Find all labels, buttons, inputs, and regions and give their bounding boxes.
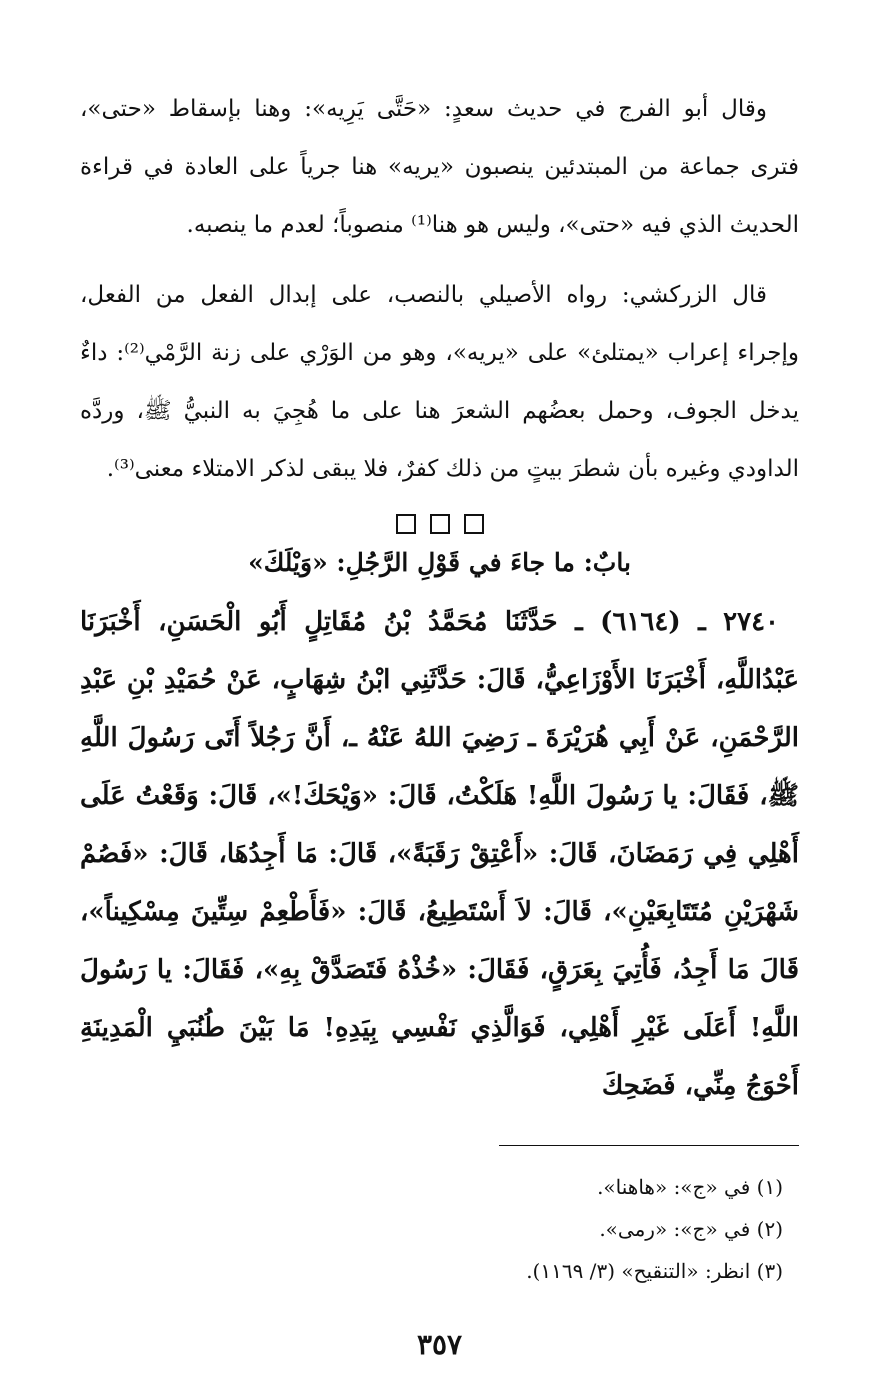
- chapter-title: ما جاءَ في قَوْلِ الرَّجُلِ: «وَيْلَكَ»: [248, 548, 575, 577]
- section-separator: [80, 514, 799, 534]
- chapter-label: بابٌ:: [583, 548, 631, 577]
- square-ornament-icon: [464, 514, 484, 534]
- page-number: ٣٥٧: [416, 1328, 463, 1361]
- square-ornament-icon: [430, 514, 450, 534]
- footnote: (١) في «ج»: «هاهنا».: [597, 1175, 783, 1199]
- commentary-paragraph: وقال أبو الفرج في حديث سعدٍ: «حَتَّى يَرِيه»: وهنا بإسقاط «حتى»، فترى جماعة من المبتدئين ينصبون «يريه» هنا جرياً على العادة في قراءة الحديث الذي فيه «حتى»، وليس هو هنا⁽¹⁾ منصوباً؛ لعدم ما ينصبه.: [80, 96, 799, 238]
- chapter-heading: [80, 548, 799, 577]
- commentary-paragraph: قال الزركشي: رواه الأصيلي بالنصب، على إبدال الفعل من الفعل، وإجراء إعراب «يمتلئ» على «يريه»، وهو من الوَرْي على زنة الرَّمْي⁽²⁾: داءٌ يدخل الجوف، وحمل بعضُهم الشعرَ هنا على ما هُجِيَ به النبيُّ ﷺ، وردَّه الداودي وغيره بأن شطرَ بيتٍ من ذلك كفرٌ، فلا يبقى لذكر الامتلاء معنى⁽³⁾.: [80, 282, 799, 482]
- footnote: (٣) انظر: «التنقيح» (٣/ ١١٦٩).: [526, 1259, 783, 1283]
- square-ornament-icon: [396, 514, 416, 534]
- footnotes: [80, 1166, 799, 1292]
- footnote-divider: [499, 1145, 799, 1146]
- book-page: [80, 80, 799, 1381]
- footnote: (٢) في «ج»: «رمى».: [599, 1217, 783, 1241]
- commentary-section: [80, 80, 799, 498]
- hadith-text: ٢٧٤٠ ـ (٦١٦٤) ـ حَدَّثَنَا مُحَمَّدُ بْنُ مُقَاتِلٍ أَبُو الْحَسَنِ، أَخْبَرَنَا عَبْدُاللَّهِ، أَخْبَرَنَا الأَوْزَاعِيُّ، قَالَ: حَدَّثَنِي ابْنُ شِهَابٍ، عَنْ حُمَيْدِ بْنِ عَبْدِ الرَّحْمَنِ، عَنْ أَبِي هُرَيْرَةَ ـ رَضِيَ اللهُ عَنْهُ ـ، أَنَّ رَجُلاً أَتَى رَسُولَ اللَّهِ ﷺ، فَقَالَ: يا رَسُولَ اللَّهِ! هَلَكْتُ، قَالَ: «وَيْحَكَ!»، قَالَ: وَقَعْتُ عَلَى أَهْلِي فِي رَمَضَانَ، قَالَ: «أَعْتِقْ رَقَبَةً»، قَالَ: مَا أَجِدُهَا، قَالَ: «فَصُمْ شَهْرَيْنِ مُتَتَابِعَيْنِ»، قَالَ: لاَ أَسْتَطِيعُ، قَالَ: «فَأَطْعِمْ سِتِّينَ مِسْكِيناً»، قَالَ مَا أَجِدُ، فَأُتِيَ بِعَرَقٍ، فَقَالَ: «خُذْهُ فَتَصَدَّقْ بِهِ»، فَقَالَ: يا رَسُولَ اللَّهِ! أَعَلَى غَيْرِ أَهْلِي، فَوَالَّذِي نَفْسِي بِيَدِهِ! مَا بَيْنَ طُنُبَيِ الْمَدِينَةِ أَحْوَجُ مِنِّي، فَضَحِكَ: [80, 607, 799, 1101]
